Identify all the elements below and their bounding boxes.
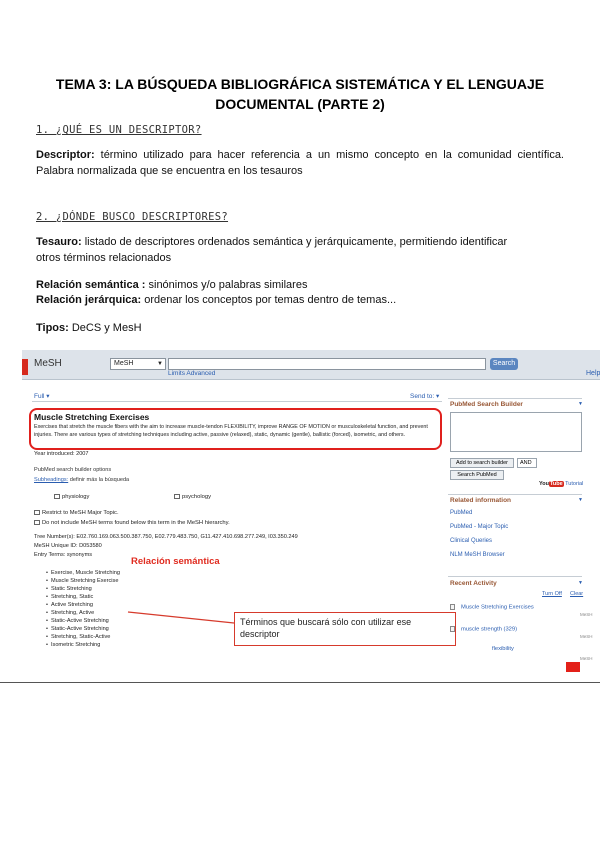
relacion-jerarquica-line [36, 292, 564, 308]
relacion-semantica-text: sinónimos y/o palabras similares [145, 279, 308, 291]
sidebar-divider [448, 398, 582, 399]
title-line-2: DOCUMENTAL (PARTE 2) [215, 96, 385, 112]
clear-link[interactable]: Clear [570, 591, 584, 597]
list-item: • Stretching, Static [46, 593, 120, 601]
turn-off-link[interactable]: Turn Off [542, 591, 562, 597]
chevron-down-icon: ▼ [157, 361, 163, 367]
list-item: • Active Stretching [46, 601, 120, 609]
database-select-value: MeSH [114, 360, 134, 367]
list-item: • Muscle Stretching Exercise [46, 577, 120, 585]
related-information-title: Related information [450, 497, 512, 504]
footer-rule [0, 682, 600, 683]
scope-note: Exercises that stretch the muscle fibers with the aim to increase muscle-tendon FLEXIBILITY, improve RANGE OF MOTION or musculoskeletal function, and prevent injuries. There are various types of stretching techniques including active, passive (relaxed), static, dynamic (gentle), ballistic (forced), isometric, and others. [34, 424, 428, 438]
recent-item[interactable] [492, 646, 514, 652]
display-format-link[interactable]: Full ▾ [34, 393, 50, 400]
relacion-semantica-term: Relación semántica : [36, 279, 146, 291]
sidebar-divider [448, 494, 582, 495]
mesh-tag: MeSH [580, 656, 593, 661]
recent-item-label[interactable]: Muscle Stretching Exercises [461, 604, 534, 611]
collapse-icon[interactable]: ▼ [578, 497, 583, 503]
tipos-line [36, 320, 564, 336]
unique-id: MeSH Unique ID: D053580 [34, 543, 102, 549]
mesh-tag: MeSH [580, 634, 593, 639]
recent-item[interactable] [450, 626, 517, 633]
recent-item-label[interactable]: muscle strength (329) [461, 626, 518, 633]
checkbox-no-explode-label: Do not include MeSH terms found below this term in the MeSH hierarchy. [42, 520, 230, 527]
list-item: • Static-Active Stretching [46, 617, 120, 625]
list-item: • Static Stretching [46, 585, 120, 593]
search-builder-textarea[interactable] [450, 412, 582, 452]
search-button[interactable]: Search [490, 358, 518, 370]
year-introduced: Year introduced: 2007 [34, 451, 89, 457]
section-1-heading: 1. ¿QUÉ ES UN DESCRIPTOR? [36, 124, 202, 136]
relacion-jerarquica-term: Relación jerárquica: [36, 294, 142, 306]
collapse-icon[interactable]: ▼ [578, 580, 583, 586]
search-icon [450, 626, 455, 632]
send-to-link[interactable]: Send to: ▾ [410, 393, 440, 400]
relacion-semantica-line [36, 277, 564, 293]
checkbox-psychology-label: psychology [182, 494, 212, 501]
page-title [40, 74, 560, 114]
recent-item-label[interactable]: flexibility [492, 646, 514, 652]
recent-activity-title: Recent Activity [450, 580, 497, 587]
tipos-term: Tipos: [36, 322, 69, 334]
related-link-mesh-browser[interactable]: NLM MeSH Browser [450, 552, 505, 558]
list-item: • Stretching, Active [46, 609, 120, 617]
recent-item[interactable] [450, 604, 534, 611]
youtube-tutorial-link[interactable] [539, 481, 583, 487]
mesh-brand: MeSH [34, 358, 62, 369]
help-link[interactable]: Help [586, 370, 600, 377]
relacion-jerarquica-text: ordenar los conceptos por temas dentro de temas... [141, 294, 397, 306]
descriptor-text: término utilizado para hacer referencia a un mismo concepto en la comunidad científica. Palabra normalizada que se encuentra en los tesauros [36, 149, 564, 177]
search-pubmed-button[interactable]: Search PubMed [450, 470, 504, 480]
descriptor-term: Descriptor: [36, 149, 95, 161]
operator-select[interactable]: AND [517, 458, 537, 468]
document-icon [450, 604, 455, 610]
limits-advanced-links[interactable]: Limits Advanced [168, 370, 216, 377]
collapse-icon[interactable]: ▼ [578, 401, 583, 407]
checkbox-major-topic-label: Restrict to MeSH Major Topic. [42, 510, 119, 517]
entry-terms-label: Entry Terms: synonyms [34, 552, 93, 558]
mesh-screenshot [22, 350, 600, 672]
subheadings-link[interactable]: Subheadings: [34, 477, 69, 483]
callout-note: Términos que buscará sólo con utilizar ese descriptor [234, 612, 456, 646]
related-link-major-topic[interactable]: PubMed - Major Topic [450, 524, 509, 530]
subheadings-note: definir más la búsqueda [68, 477, 130, 483]
add-to-builder-button[interactable]: Add to search builder [450, 458, 514, 468]
term-title: Muscle Stretching Exercises [34, 412, 150, 422]
tutorial-link[interactable]: Tutorial [565, 481, 584, 487]
related-link-pubmed[interactable]: PubMed [450, 510, 473, 516]
youtube-logo-tube: Tube [549, 481, 563, 487]
tesauro-text: listado de descriptores ordenados semántica y jerárquicamente, permitiendo identificar otros términos relacionados [36, 236, 508, 264]
relacion-semantica-annotation: Relación semántica [131, 556, 220, 567]
tesauro-definition [36, 234, 526, 266]
tree-numbers: Tree Number(s): E02.760.169.063.500.387.750, E02.779.483.750, G11.427.410.698.277.249, I03.350.249 [34, 534, 298, 540]
feedback-red-square[interactable] [566, 662, 580, 672]
search-builder-title: PubMed Search Builder [450, 401, 523, 408]
checkbox-physiology-label: physiology [62, 494, 90, 501]
list-item: • Isometric Stretching [46, 641, 120, 649]
list-item: • Exercise, Muscle Stretching [46, 569, 120, 577]
sidebar-divider [448, 576, 582, 577]
list-item: • Static-Active Stretching [46, 625, 120, 633]
title-line-1: TEMA 3: LA BÚSQUEDA BIBLIOGRÁFICA SISTEMÁTICA Y EL LENGUAJE [55, 76, 545, 92]
mesh-tag: MeSH [580, 612, 593, 617]
related-link-clinical-queries[interactable]: Clinical Queries [450, 538, 493, 544]
list-item: • Stretching, Static-Active [46, 633, 120, 641]
pubmed-builder-options: PubMed search builder options [34, 467, 112, 473]
tesauro-term: Tesauro: [36, 236, 82, 248]
tipos-text: DeCS y MesH [68, 322, 142, 334]
youtube-logo-you: You [539, 481, 549, 487]
section-2-heading: 2. ¿DÓNDE BUSCO DESCRIPTORES? [36, 211, 229, 223]
descriptor-definition [36, 147, 564, 179]
